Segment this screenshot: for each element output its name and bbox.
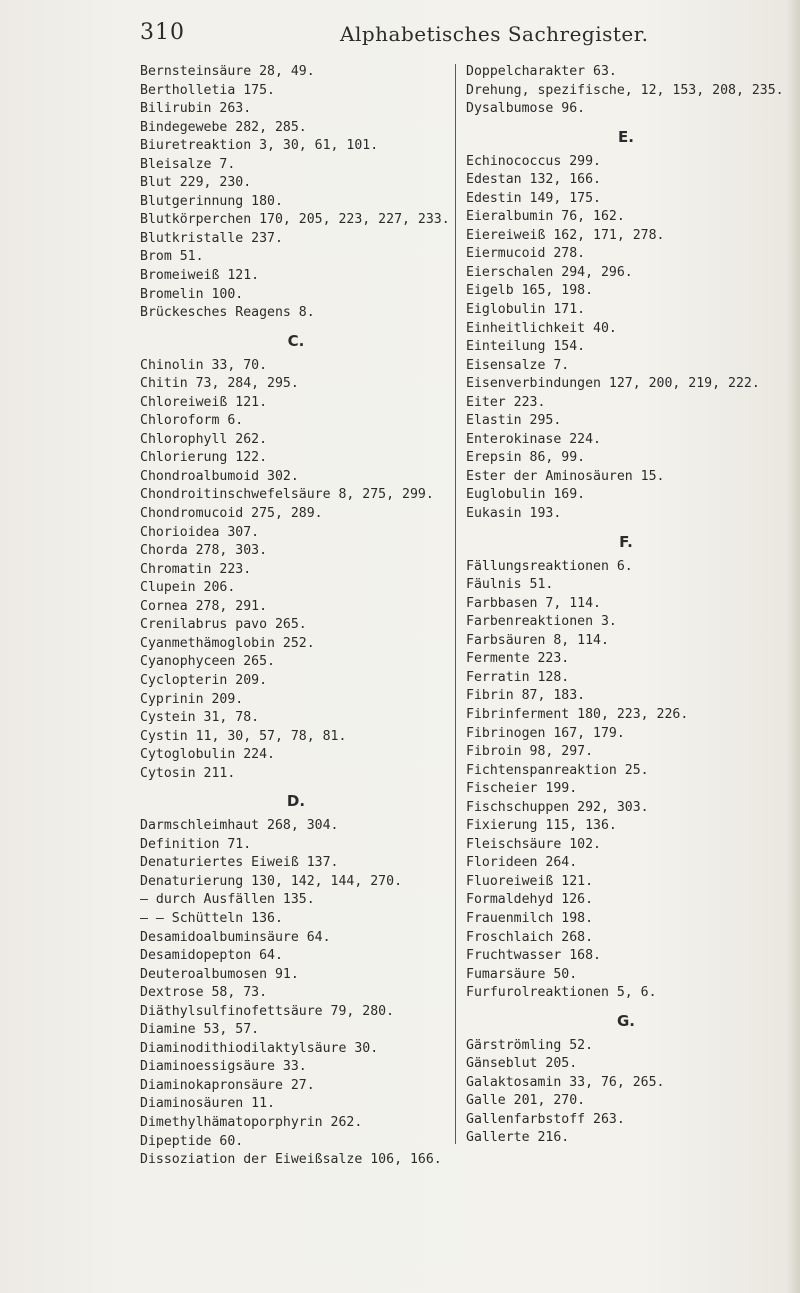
page-number: 310 bbox=[140, 20, 185, 45]
index-entry: Einheitlichkeit 40. bbox=[466, 320, 617, 336]
index-entry: Blutgerinnung 180. bbox=[140, 193, 283, 209]
index-entry: Fumarsäure 50. bbox=[466, 966, 578, 982]
index-entry: Chorda 278, 303. bbox=[140, 543, 268, 559]
index-entry: Dimethylhämatoporphyrin 262. bbox=[140, 1114, 363, 1130]
index-entry: Chinolin 33, 70. bbox=[140, 357, 268, 373]
index-entry: Denaturierung 130, 142, 144, 270. bbox=[140, 873, 403, 889]
index-entry: Chloroform 6. bbox=[140, 413, 244, 429]
index-entry: Fruchtwasser 168. bbox=[466, 948, 601, 964]
index-entry: Deuteroalbumosen 91. bbox=[140, 966, 299, 982]
index-entry: Definition 71. bbox=[140, 836, 252, 852]
section-heading: E. bbox=[618, 127, 634, 146]
index-entry: Fibroin 98, 297. bbox=[466, 744, 594, 760]
section-heading: D. bbox=[286, 792, 306, 811]
index-entry: Eukasin 193. bbox=[466, 506, 562, 522]
index-entry: Cytoglobulin 224. bbox=[140, 747, 275, 763]
index-entry: Formaldehyd 126. bbox=[466, 892, 594, 908]
section-heading: F. bbox=[619, 532, 633, 551]
index-entry: Desamidoalbuminsäure 64. bbox=[140, 929, 331, 945]
index-entry: Gallenfarbstoff 263. bbox=[466, 1111, 625, 1127]
index-entry: Cyclopterin 209. bbox=[140, 672, 268, 688]
index-entry: Brom 51. bbox=[140, 249, 204, 265]
section-heading: G. bbox=[616, 1011, 635, 1030]
index-entry: Fleischsäure 102. bbox=[466, 836, 601, 852]
index-entry: — durch Ausfällen 135. bbox=[140, 892, 315, 908]
index-entry: Diäthylsulfinofettsäure 79, 280. bbox=[140, 1003, 395, 1019]
index-entry: Gärströmling 52. bbox=[466, 1037, 594, 1053]
index-entry: Fischschuppen 292, 303. bbox=[466, 799, 649, 815]
index-entry: Eiermucoid 278. bbox=[466, 246, 586, 262]
running-title: Alphabetisches Sachregister. bbox=[340, 22, 649, 46]
index-entry: Fischeier 199. bbox=[466, 781, 578, 797]
index-entry: Eierschalen 294, 296. bbox=[466, 264, 633, 280]
index-entry: Chondroitinschwefelsäure 8, 275, 299. bbox=[140, 487, 434, 503]
index-entry: Drehung, spezifische, 12, 153, 208, 235. bbox=[466, 82, 784, 98]
index-entry: Eiereiweiß 162, 171, 278. bbox=[466, 227, 665, 243]
index-entry: Froschlaich 268. bbox=[466, 929, 594, 945]
index-entry: Crenilabrus pavo 265. bbox=[140, 617, 307, 633]
index-entry: Bertholletia 175. bbox=[140, 82, 275, 98]
section-heading: C. bbox=[287, 331, 305, 350]
index-entry: Edestan 132, 166. bbox=[466, 172, 601, 188]
index-entry: Echinococcus 299. bbox=[466, 153, 601, 169]
index-entry: Euglobulin 169. bbox=[466, 487, 586, 503]
index-entry: Chondroalbumoid 302. bbox=[140, 468, 299, 484]
index-entry: Brückesches Reagens 8. bbox=[140, 305, 315, 321]
index-entry: Edestin 149, 175. bbox=[466, 190, 601, 206]
index-entry: Fichtenspanreaktion 25. bbox=[466, 762, 649, 778]
index-entry: Bleisalze 7. bbox=[140, 156, 236, 172]
index-entry: Diaminodithiodilaktylsäure 30. bbox=[140, 1040, 379, 1056]
index-column-right bbox=[466, 63, 786, 1148]
index-entry: Fermente 223. bbox=[466, 651, 570, 667]
index-entry: Ferratin 128. bbox=[466, 669, 570, 685]
index-entry: Bernsteinsäure 28, 49. bbox=[140, 64, 315, 79]
index-entry: Ester der Aminosäuren 15. bbox=[466, 468, 665, 484]
index-entry: Fluoreiweiß 121. bbox=[466, 873, 594, 889]
index-entry: Chromatin 223. bbox=[140, 561, 252, 577]
index-entry: Cyanophyceen 265. bbox=[140, 654, 275, 670]
index-entry: Chondromucoid 275, 289. bbox=[140, 506, 323, 522]
index-entry: Farbenreaktionen 3. bbox=[466, 614, 617, 630]
index-entry: Bindegewebe 282, 285. bbox=[140, 119, 307, 135]
index-entry: Clupein 206. bbox=[140, 580, 236, 596]
index-entry: Diamine 53, 57. bbox=[140, 1022, 260, 1038]
index-entry: Chloreiweiß 121. bbox=[140, 394, 268, 410]
index-entry: Blut 229, 230. bbox=[140, 175, 252, 191]
index-entry: — — Schütteln 136. bbox=[140, 910, 283, 926]
index-entry: Bromelin 100. bbox=[140, 286, 244, 302]
index-entry: Eiglobulin 171. bbox=[466, 302, 586, 318]
index-entry: Cystin 11, 30, 57, 78, 81. bbox=[140, 728, 347, 744]
index-entry: Cystein 31, 78. bbox=[140, 710, 260, 726]
index-entry: Blutkristalle 237. bbox=[140, 230, 283, 246]
index-entry: Eigelb 165, 198. bbox=[466, 283, 594, 299]
index-entry: Frauenmilch 198. bbox=[466, 910, 594, 926]
index-entry: Gallerte 216. bbox=[466, 1130, 570, 1146]
index-entry: Eisensalze 7. bbox=[466, 357, 570, 373]
index-entry: Doppelcharakter 63. bbox=[466, 64, 617, 79]
index-entry: Eisenverbindungen 127, 200, 219, 222. bbox=[466, 376, 760, 392]
index-entry: Bilirubin 263. bbox=[140, 101, 252, 117]
index-entry: Dextrose 58, 73. bbox=[140, 985, 268, 1001]
index-entry: Furfurolreaktionen 5, 6. bbox=[466, 985, 657, 1001]
index-entry: Fibrinferment 180, 223, 226. bbox=[466, 706, 689, 722]
index-column-left bbox=[140, 63, 452, 1170]
index-entry: Chorioidea 307. bbox=[140, 524, 260, 540]
index-entry: Farbsäuren 8, 114. bbox=[466, 632, 609, 648]
index-entry: Bromeiweiß 121. bbox=[140, 268, 260, 284]
index-entry: Farbbasen 7, 114. bbox=[466, 595, 601, 611]
index-entry: Chlorophyll 262. bbox=[140, 431, 268, 447]
page-header bbox=[140, 20, 780, 54]
index-entry: Darmschleimhaut 268, 304. bbox=[140, 818, 339, 834]
index-entry: Dysalbumose 96. bbox=[466, 101, 586, 117]
index-entry: Blutkörperchen 170, 205, 223, 227, 233. bbox=[140, 212, 450, 228]
index-entry: Dipeptide 60. bbox=[140, 1133, 244, 1149]
index-entry: Gänseblut 205. bbox=[466, 1056, 578, 1072]
index-entry: Desamidopepton 64. bbox=[140, 948, 283, 964]
index-entry: Florideen 264. bbox=[466, 855, 578, 871]
column-divider bbox=[455, 64, 456, 1144]
index-entry: Diaminosäuren 11. bbox=[140, 1096, 275, 1112]
index-entry: Galle 201, 270. bbox=[466, 1093, 586, 1109]
index-entry: Diaminokapronsäure 27. bbox=[140, 1077, 315, 1093]
index-entry: Chitin 73, 284, 295. bbox=[140, 376, 299, 392]
index-entry: Galaktosamin 33, 76, 265. bbox=[466, 1074, 665, 1090]
index-entry: Fibrin 87, 183. bbox=[466, 688, 586, 704]
index-entry: Chlorierung 122. bbox=[140, 450, 268, 466]
index-entry: Cytosin 211. bbox=[140, 765, 236, 781]
index-entry: Elastin 295. bbox=[466, 413, 562, 429]
index-entry: Enterokinase 224. bbox=[466, 431, 601, 447]
index-entry: Biuretreaktion 3, 30, 61, 101. bbox=[140, 138, 379, 154]
index-entry: Eiter 223. bbox=[466, 394, 546, 410]
index-entry: Cyprinin 209. bbox=[140, 691, 244, 707]
index-entry: Fibrinogen 167, 179. bbox=[466, 725, 625, 741]
index-entry: Dissoziation der Eiweißsalze 106, 166. bbox=[140, 1152, 442, 1168]
index-entry: Fixierung 115, 136. bbox=[466, 818, 617, 834]
index-entry: Erepsin 86, 99. bbox=[466, 450, 586, 466]
index-entry: Denaturiertes Eiweiß 137. bbox=[140, 855, 339, 871]
index-entry: Fällungsreaktionen 6. bbox=[466, 558, 633, 574]
index-entry: Cornea 278, 291. bbox=[140, 598, 268, 614]
page-edge-shadow bbox=[786, 0, 800, 1293]
index-entry: Diaminoessigsäure 33. bbox=[140, 1059, 307, 1075]
index-entry: Cyanmethämoglobin 252. bbox=[140, 635, 315, 651]
index-entry: Eieralbumin 76, 162. bbox=[466, 209, 625, 225]
index-entry: Fäulnis 51. bbox=[466, 577, 554, 593]
index-entry: Einteilung 154. bbox=[466, 339, 586, 355]
